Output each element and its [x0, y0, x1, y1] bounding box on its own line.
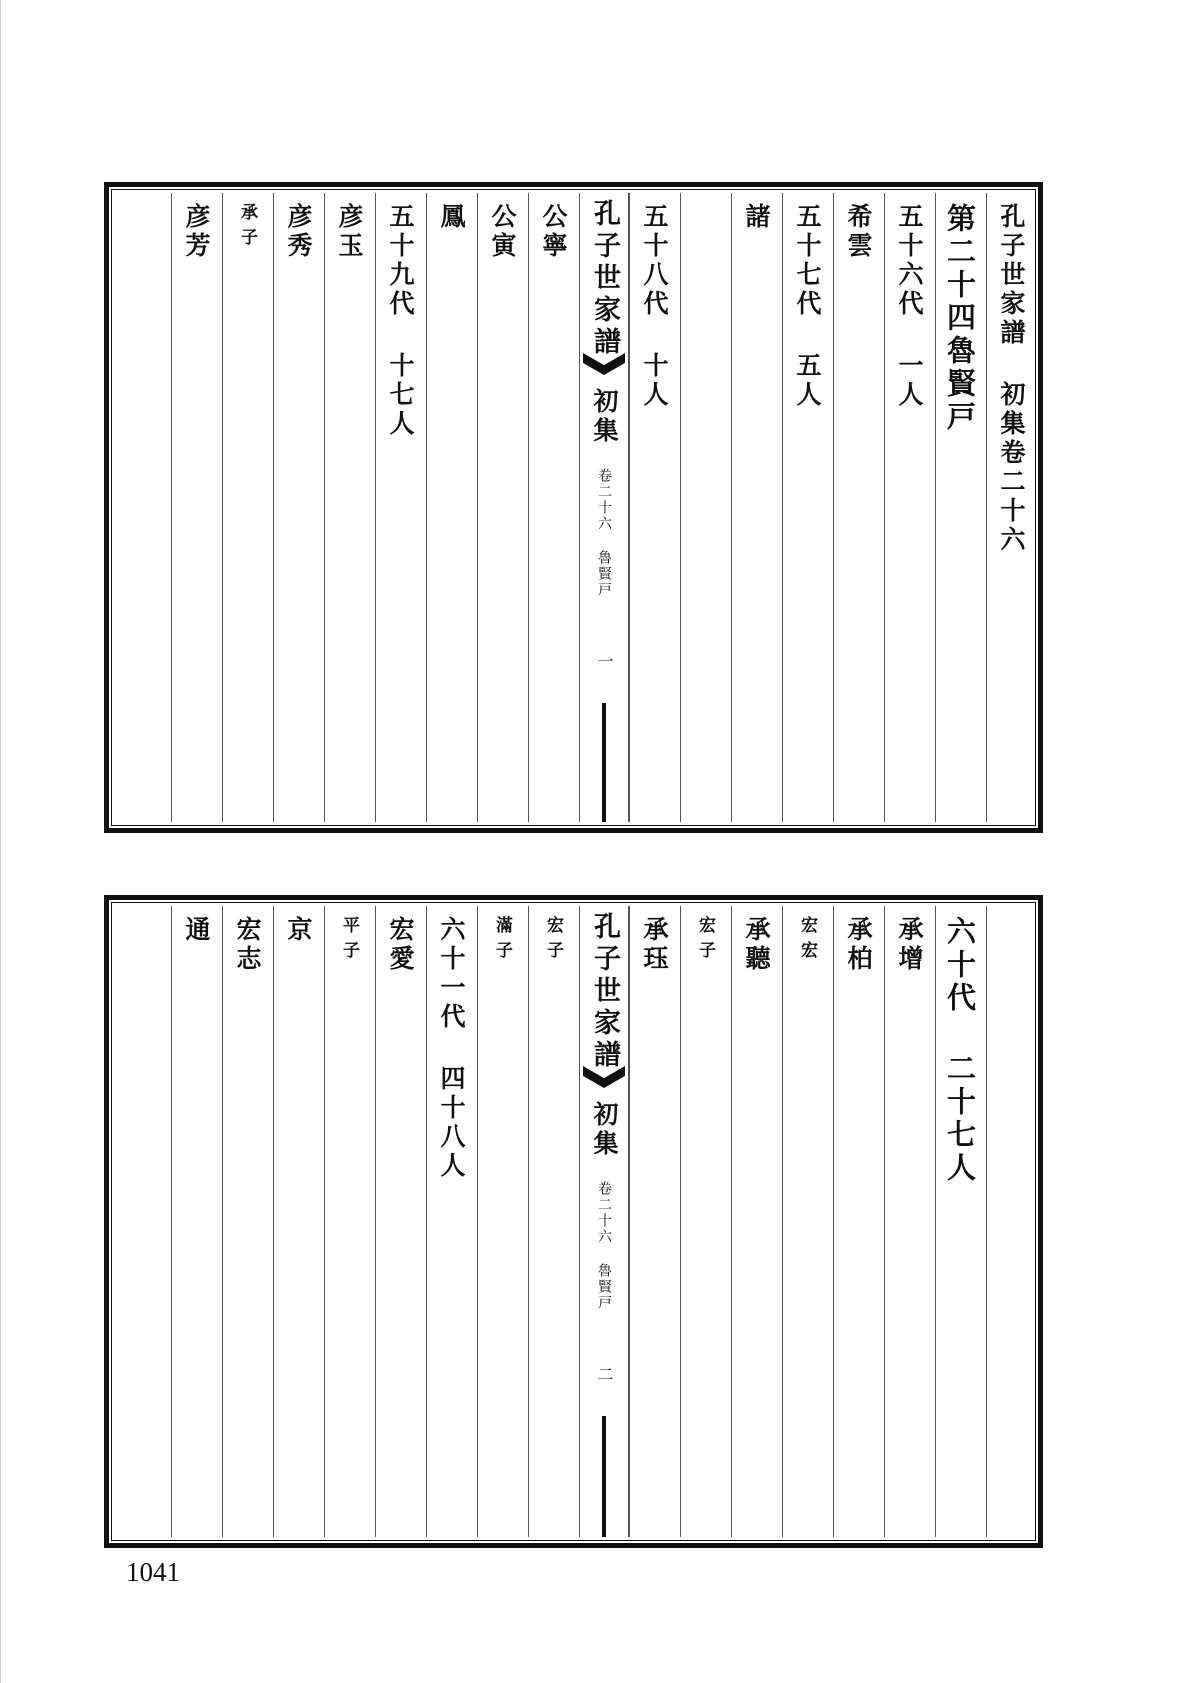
- column-text: 彦芳: [182, 203, 211, 261]
- text-column: [375, 193, 424, 822]
- spine-title: 孔子世家譜: [589, 912, 620, 1072]
- spine-volume: 卷二十六 魯賢戸: [596, 468, 612, 598]
- text-column: [171, 906, 220, 1537]
- text-column: [680, 193, 729, 822]
- folio-number: 二: [595, 1366, 614, 1382]
- spine-subtitle: 初集: [590, 388, 619, 446]
- text-column: [477, 193, 526, 822]
- column-text: 承子: [237, 203, 257, 253]
- text-column: [833, 193, 882, 822]
- text-column: [935, 906, 984, 1537]
- column-text: 孔子世家譜 初集卷二十六: [997, 203, 1026, 555]
- text-column: [528, 906, 577, 1537]
- text-column: [680, 906, 729, 1537]
- text-column: [477, 906, 526, 1537]
- column-text: 第二十四魯賢戸: [943, 203, 977, 434]
- column-text: 承聽: [742, 916, 771, 974]
- column-text: 承珏: [640, 916, 669, 974]
- column-text: 五十九代 十七人: [386, 203, 415, 439]
- spine-volume: 卷二十六 魯賢戸: [596, 1181, 612, 1311]
- column-text: 滿子: [492, 916, 512, 966]
- text-column: [375, 906, 424, 1537]
- column-text: 宏宏: [797, 916, 817, 966]
- text-column: [833, 906, 882, 1537]
- text-column: [986, 906, 1035, 1537]
- column-text: 諸: [742, 203, 771, 232]
- text-column: [222, 906, 271, 1537]
- text-column: [884, 906, 933, 1537]
- column-text: 承柏: [844, 916, 873, 974]
- column-text: 宏志: [233, 916, 262, 974]
- spine-title: 孔子世家譜: [589, 199, 620, 359]
- text-column: [171, 193, 220, 822]
- spine-column: [579, 906, 629, 1537]
- column-text: 六十代 二十七人: [943, 916, 977, 1185]
- text-column: [884, 193, 933, 822]
- column-text: 鳳: [437, 203, 466, 232]
- column-text: 公寅: [488, 203, 517, 261]
- spine-column: [579, 193, 629, 822]
- text-column: [324, 193, 373, 822]
- column-text: 宏愛: [386, 916, 415, 974]
- text-column: [731, 906, 780, 1537]
- folio-number: 一: [595, 653, 614, 669]
- text-column: [782, 193, 831, 822]
- text-column: [426, 193, 475, 822]
- text-column: [426, 906, 475, 1537]
- top-genealogy-block: [104, 182, 1043, 833]
- column-text: 希雲: [844, 203, 873, 261]
- bottom-genealogy-block: [104, 895, 1043, 1548]
- text-column: [629, 193, 678, 822]
- text-column: [629, 906, 678, 1537]
- column-text: 京: [284, 916, 313, 945]
- column-text: 宏子: [543, 916, 563, 966]
- spine-rule: [602, 703, 606, 822]
- page-edge: [0, 0, 1, 1683]
- column-text: 平子: [339, 916, 359, 966]
- text-column: [273, 193, 322, 822]
- column-text: 承增: [895, 916, 924, 974]
- text-column: [935, 193, 984, 822]
- spine-rule: [602, 1416, 606, 1537]
- text-column: [731, 193, 780, 822]
- text-column: [986, 193, 1035, 822]
- text-column: [273, 906, 322, 1537]
- column-text: 五十六代 一人: [895, 203, 924, 410]
- column-text: 宏子: [695, 916, 715, 966]
- column-text: 五十八代 十人: [640, 203, 669, 410]
- text-column: [324, 906, 373, 1537]
- column-text: 彦秀: [284, 203, 313, 261]
- page-number: 1041: [126, 1557, 180, 1587]
- column-text: 五十七代 五人: [793, 203, 822, 410]
- text-column: [222, 193, 271, 822]
- column-text: 公寧: [539, 203, 568, 261]
- spine-subtitle: 初集: [590, 1101, 619, 1159]
- column-text: 六十一代 四十八人: [437, 916, 466, 1181]
- text-column: [782, 906, 831, 1537]
- column-text: 彦玉: [335, 203, 364, 261]
- text-column: [528, 193, 577, 822]
- column-text: 通: [182, 916, 211, 945]
